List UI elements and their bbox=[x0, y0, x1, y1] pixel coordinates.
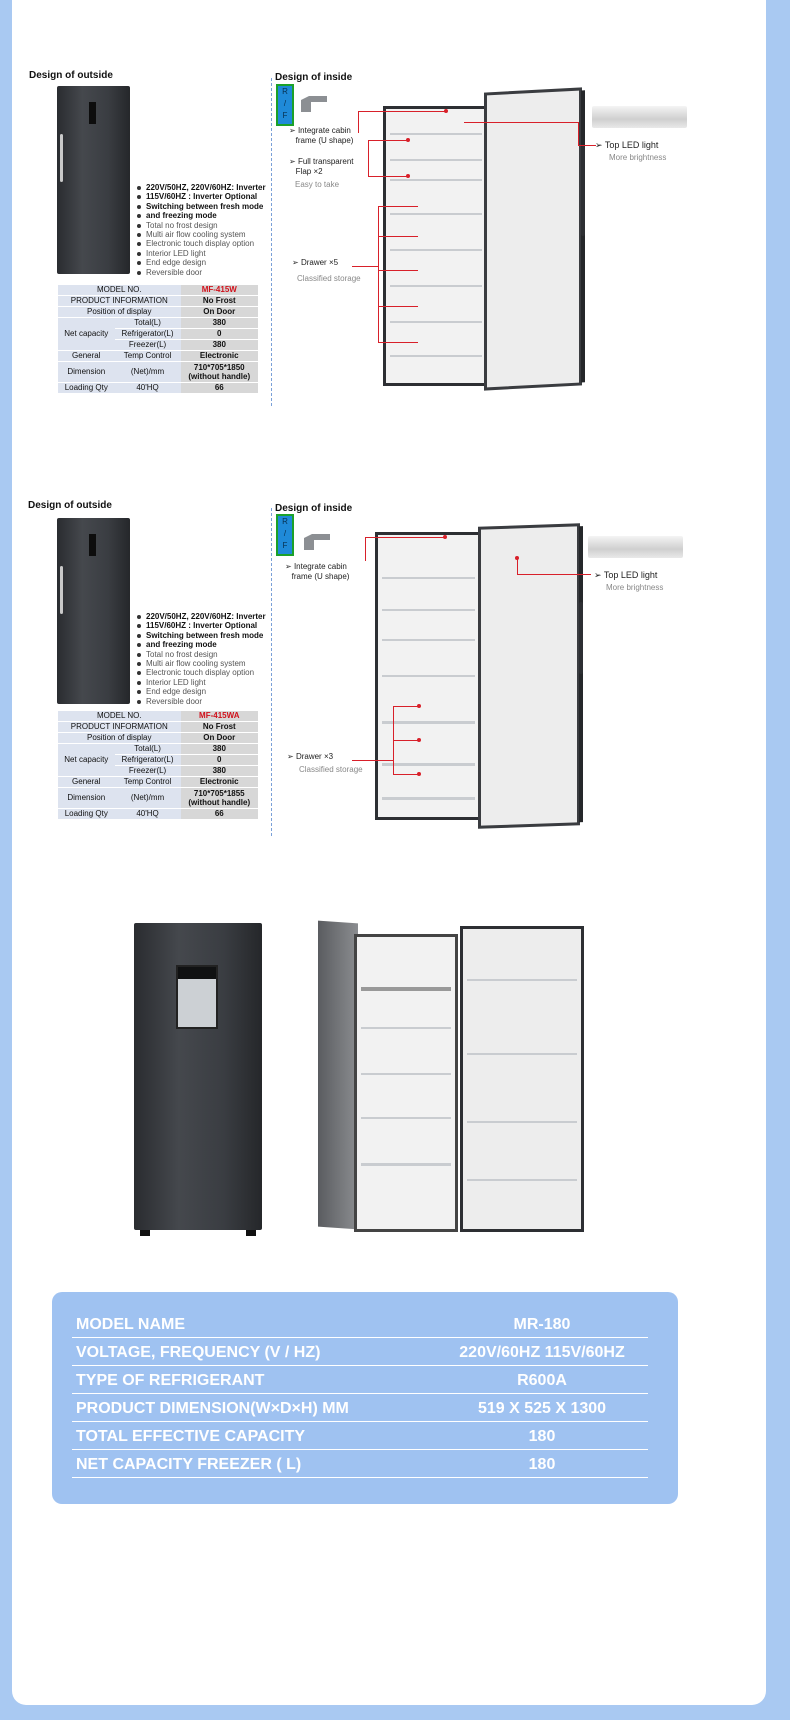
spec-table bbox=[58, 711, 258, 820]
shelf bbox=[382, 609, 475, 611]
callout-line bbox=[578, 145, 596, 146]
callout-text: Drawer ×5 bbox=[300, 258, 339, 267]
display-panel bbox=[89, 102, 96, 124]
spec-label: (Net)/mm bbox=[115, 788, 181, 809]
spec-label: 40'HQ bbox=[115, 383, 181, 394]
spec-value: Electronic bbox=[181, 351, 258, 362]
callout-text: Drawer ×3 bbox=[295, 752, 334, 761]
callout-line bbox=[368, 140, 369, 176]
callout-dot bbox=[417, 738, 421, 742]
spec-value: 66 bbox=[181, 809, 258, 820]
feature-item: End edge design bbox=[136, 258, 286, 267]
spec-row bbox=[72, 1450, 648, 1478]
spec-value: On Door bbox=[181, 733, 258, 744]
feature-item: Reversible door bbox=[136, 697, 286, 706]
inside-title: Design of inside bbox=[275, 503, 353, 514]
spec-row bbox=[72, 1338, 648, 1366]
spec-value: 519 X 525 X 1300 bbox=[477, 1400, 607, 1417]
spec-value: 180 bbox=[528, 1456, 556, 1473]
fridge-foot bbox=[246, 1230, 256, 1236]
spec-model-no: MF-415WA bbox=[181, 711, 258, 722]
spec-label: Loading Qty bbox=[58, 383, 115, 394]
mr180-front-image bbox=[134, 923, 262, 1230]
spec-value: 66 bbox=[181, 383, 258, 394]
feature-item: Multi air flow cooling system bbox=[136, 230, 286, 239]
spec-row bbox=[72, 1394, 648, 1422]
fridge-front-image bbox=[57, 86, 130, 274]
spec-value: 380 bbox=[181, 744, 258, 755]
drawer bbox=[390, 321, 482, 323]
spec-label: MODEL NO. bbox=[58, 711, 181, 722]
callout-text: Integrate cabin bbox=[293, 562, 347, 571]
model-section-1 bbox=[12, 0, 766, 450]
led-light-image bbox=[588, 536, 683, 558]
feature-item: Electronic touch display option bbox=[136, 668, 286, 677]
feature-item: Total no frost design bbox=[136, 221, 286, 230]
spec-key: PRODUCT DIMENSION(W×D×H) MM bbox=[76, 1400, 349, 1417]
inside-title: Design of inside bbox=[275, 72, 353, 83]
door-shelf bbox=[467, 979, 577, 981]
feature-item: and freezing mode bbox=[136, 211, 286, 220]
callout-text: Full transparent bbox=[297, 157, 354, 166]
shelf bbox=[361, 1073, 451, 1075]
feature-item: End edge design bbox=[136, 687, 286, 696]
dimension-note: (without handle) bbox=[188, 372, 251, 381]
door-shelf bbox=[467, 1179, 577, 1181]
spec-label: Freezer(L) bbox=[115, 766, 181, 777]
callout-flap-sub: Easy to take bbox=[295, 180, 340, 189]
callout-line bbox=[464, 122, 579, 123]
callout-line bbox=[365, 537, 445, 538]
spec-value: No Frost bbox=[181, 296, 258, 307]
callout-line bbox=[378, 270, 418, 271]
callout-drawer: ➢ Drawer ×3 bbox=[287, 752, 334, 761]
feature-item: 220V/50HZ, 220V/60HZ: Inverter bbox=[136, 183, 286, 192]
spec-label: General bbox=[58, 777, 115, 788]
fridge-front-image bbox=[57, 518, 130, 704]
mr180-spec-panel bbox=[52, 1292, 678, 1504]
spec-table bbox=[58, 285, 258, 394]
spec-label: Total(L) bbox=[115, 744, 181, 755]
feature-item: Switching between fresh mode bbox=[136, 202, 286, 211]
fridge-foot bbox=[140, 1230, 150, 1236]
callout-flap: ➢ Full transparent Flap ×2 bbox=[289, 157, 354, 176]
door-handle bbox=[579, 602, 583, 674]
door-edge bbox=[579, 526, 583, 822]
spec-value: MR-180 bbox=[513, 1316, 571, 1333]
callout-line bbox=[378, 342, 418, 343]
callout-led: ➢ Top LED light bbox=[595, 140, 659, 150]
spec-value bbox=[181, 788, 258, 809]
drawer bbox=[382, 763, 475, 766]
door-edge bbox=[581, 90, 585, 382]
spec-key: TYPE OF REFRIGERANT bbox=[76, 1372, 265, 1389]
dimension-value: 710*705*1850 bbox=[193, 363, 245, 372]
spec-row bbox=[72, 1366, 648, 1394]
drawer bbox=[382, 797, 475, 800]
feature-item: Reversible door bbox=[136, 268, 286, 277]
open-door-panel bbox=[484, 87, 582, 390]
callout-text: Integrate cabin bbox=[297, 126, 351, 135]
feature-item: Interior LED light bbox=[136, 249, 286, 258]
callout-drawer: ➢ Drawer ×5 bbox=[292, 258, 339, 267]
drawer bbox=[390, 249, 482, 251]
feature-item: Interior LED light bbox=[136, 678, 286, 687]
spec-value: 380 bbox=[181, 766, 258, 777]
callout-dot bbox=[417, 704, 421, 708]
spec-value: 0 bbox=[181, 329, 258, 340]
spec-value: R600A bbox=[517, 1372, 567, 1389]
spec-label: Temp Control bbox=[115, 777, 181, 788]
spec-label: Loading Qty bbox=[58, 809, 115, 820]
open-fridge-image bbox=[375, 532, 482, 820]
water-dispenser bbox=[176, 965, 218, 1029]
drawer bbox=[390, 179, 482, 181]
shelf bbox=[382, 639, 475, 641]
drawer bbox=[390, 133, 482, 135]
callout-line bbox=[358, 111, 359, 133]
door-handle bbox=[581, 146, 585, 236]
drawer bbox=[390, 159, 482, 161]
rf-badge bbox=[276, 514, 294, 556]
rf-f: F bbox=[282, 111, 288, 120]
callout-led: ➢ Top LED light bbox=[594, 570, 658, 580]
dimension-note: (without handle) bbox=[188, 798, 251, 807]
spec-label: Dimension bbox=[58, 362, 115, 383]
cabinet-interior bbox=[354, 934, 458, 1232]
spec-key: MODEL NAME bbox=[76, 1316, 186, 1333]
callout-text: frame (U shape) bbox=[291, 572, 350, 581]
callout-line bbox=[365, 537, 366, 561]
spec-label: Refrigerator(L) bbox=[115, 329, 181, 340]
door-handle bbox=[60, 134, 63, 182]
spec-value: No Frost bbox=[181, 722, 258, 733]
callout-text: Top LED light bbox=[603, 570, 658, 580]
u-shape-frame-icon bbox=[299, 94, 329, 114]
callout-dot bbox=[444, 109, 448, 113]
spec-label: Position of display bbox=[58, 307, 181, 318]
spec-value: 380 bbox=[181, 340, 258, 351]
spec-value: 380 bbox=[181, 318, 258, 329]
callout-frame: ➢ Integrate cabin frame (U shape) bbox=[285, 562, 350, 581]
spec-key: VOLTAGE, FREQUENCY (V / HZ) bbox=[76, 1344, 321, 1361]
rf-slash: / bbox=[283, 529, 287, 538]
feature-item: Switching between fresh mode bbox=[136, 631, 286, 640]
callout-text: Flap ×2 bbox=[295, 167, 323, 176]
spec-row bbox=[72, 1422, 648, 1450]
callout-dot bbox=[443, 535, 447, 539]
shelf bbox=[361, 1117, 451, 1119]
callout-line bbox=[358, 111, 446, 112]
feature-item: 220V/50HZ, 220V/60HZ: Inverter bbox=[136, 612, 286, 621]
spec-label: PRODUCT INFORMATION bbox=[58, 722, 181, 733]
rf-slash: / bbox=[283, 99, 287, 108]
callout-frame: ➢ Integrate cabin frame (U shape) bbox=[289, 126, 354, 145]
cabinet-side bbox=[318, 921, 358, 1230]
callout-text: frame (U shape) bbox=[295, 136, 354, 145]
spec-value: Electronic bbox=[181, 777, 258, 788]
spec-label: Net capacity bbox=[58, 744, 115, 777]
spec-label: Dimension bbox=[58, 788, 115, 809]
spec-label: Temp Control bbox=[115, 351, 181, 362]
shelf bbox=[382, 675, 475, 677]
spec-row bbox=[72, 1310, 648, 1338]
freezer-compartment bbox=[361, 987, 451, 991]
callout-line bbox=[378, 306, 418, 307]
spec-label: MODEL NO. bbox=[58, 285, 181, 296]
callout-line bbox=[378, 236, 418, 237]
u-shape-frame-icon bbox=[302, 532, 332, 552]
callout-dot bbox=[515, 556, 519, 560]
callout-line bbox=[378, 206, 418, 207]
product-page bbox=[12, 0, 766, 1705]
drawer bbox=[390, 213, 482, 215]
feature-list bbox=[136, 183, 286, 277]
spec-value: 220V/60HZ 115V/60HZ bbox=[459, 1344, 625, 1361]
spec-label: Freezer(L) bbox=[115, 340, 181, 351]
callout-led-sub: More brightness bbox=[609, 153, 667, 162]
crisper bbox=[361, 1163, 451, 1166]
led-light-image bbox=[592, 106, 687, 128]
open-door-panel bbox=[460, 926, 584, 1232]
spec-label: General bbox=[58, 351, 115, 362]
outside-title: Design of outside bbox=[29, 70, 113, 81]
callout-dot bbox=[406, 174, 410, 178]
open-door-panel bbox=[478, 523, 580, 829]
feature-item: Total no frost design bbox=[136, 650, 286, 659]
open-freezer-image bbox=[383, 106, 489, 386]
drawer bbox=[390, 285, 482, 287]
divider-line bbox=[271, 78, 272, 406]
spec-value: On Door bbox=[181, 307, 258, 318]
feature-item: Multi air flow cooling system bbox=[136, 659, 286, 668]
callout-line bbox=[378, 206, 379, 342]
callout-drawer-sub: Classified storage bbox=[297, 274, 361, 283]
callout-line bbox=[352, 760, 393, 761]
door-shelf bbox=[467, 1053, 577, 1055]
spec-value: 180 bbox=[528, 1428, 556, 1445]
callout-led-sub: More brightness bbox=[606, 583, 664, 592]
callout-text: Top LED light bbox=[604, 140, 659, 150]
spec-label: Refrigerator(L) bbox=[115, 755, 181, 766]
rf-r: R bbox=[282, 87, 288, 96]
feature-item: Electronic touch display option bbox=[136, 239, 286, 248]
spec-model-no: MF-415W bbox=[181, 285, 258, 296]
callout-line bbox=[578, 122, 579, 145]
rf-r: R bbox=[282, 517, 288, 526]
feature-list bbox=[136, 612, 286, 706]
drawer bbox=[382, 721, 475, 724]
spec-key: NET CAPACITY FREEZER ( L) bbox=[76, 1456, 302, 1473]
spec-label: Net capacity bbox=[58, 318, 115, 351]
callout-dot bbox=[417, 772, 421, 776]
callout-drawer-sub: Classified storage bbox=[299, 765, 363, 774]
spec-label: (Net)/mm bbox=[115, 362, 181, 383]
callout-line bbox=[393, 706, 419, 707]
rf-badge bbox=[276, 84, 294, 126]
callout-line bbox=[517, 558, 518, 574]
spec-label: Position of display bbox=[58, 733, 181, 744]
drawer bbox=[390, 355, 482, 357]
spec-label: 40'HQ bbox=[115, 809, 181, 820]
spec-key: TOTAL EFFECTIVE CAPACITY bbox=[76, 1428, 306, 1445]
callout-line bbox=[368, 176, 408, 177]
callout-line bbox=[393, 740, 419, 741]
door-handle bbox=[60, 566, 63, 614]
feature-item: 115V/60HZ : Inverter Optional bbox=[136, 621, 286, 630]
callout-line bbox=[352, 266, 378, 267]
callout-line bbox=[368, 140, 408, 141]
rf-f: F bbox=[282, 541, 288, 550]
door-shelf bbox=[467, 1121, 577, 1123]
spec-label: Total(L) bbox=[115, 318, 181, 329]
spec-label: PRODUCT INFORMATION bbox=[58, 296, 181, 307]
shelf bbox=[382, 577, 475, 579]
dimension-value: 710*705*1855 bbox=[193, 789, 245, 798]
dispenser-display bbox=[178, 967, 216, 979]
callout-dot bbox=[406, 138, 410, 142]
outside-title: Design of outside bbox=[28, 500, 112, 511]
callout-line bbox=[393, 774, 419, 775]
feature-item: 115V/60HZ : Inverter Optional bbox=[136, 192, 286, 201]
shelf bbox=[361, 1027, 451, 1029]
spec-value: 0 bbox=[181, 755, 258, 766]
feature-item: and freezing mode bbox=[136, 640, 286, 649]
mr180-open-image bbox=[318, 922, 594, 1242]
display-panel bbox=[89, 534, 96, 556]
callout-line bbox=[517, 574, 591, 575]
spec-value bbox=[181, 362, 258, 383]
divider-line bbox=[271, 508, 272, 836]
